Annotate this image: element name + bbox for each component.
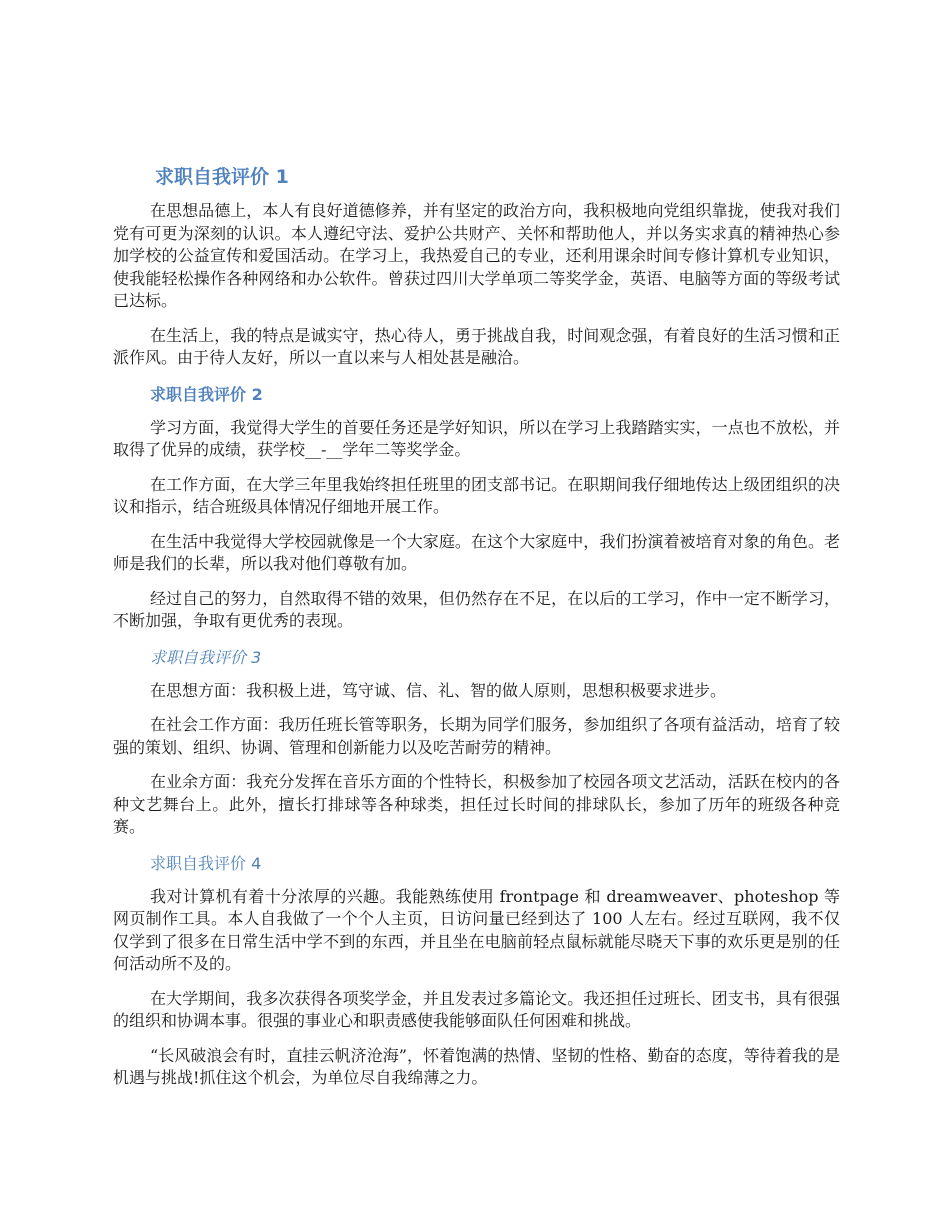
- section-2-heading: 求职自我评价 2: [150, 384, 263, 404]
- section-1-paragraph-2: 在生活上，我的特点是诚实守，热心待人，勇于挑战自我，时间观念强，有着良好的生活习惯和正派作风。由于待人友好，所以一直以来与人相处甚是融洽。: [113, 325, 840, 367]
- section-3-paragraph-2: 在社会工作方面：我历任班长管等职务，长期为同学们服务，参加组织了各项有益活动，培育了较强的策划、组织、协调、管理和创新能力以及吃苦耐劳的精神。: [113, 715, 840, 757]
- section-4-heading: 求职自我评价 4: [150, 853, 262, 873]
- section-1-heading: 求职自我评价 1: [155, 166, 289, 188]
- section-1-paragraph-1: 在思想品德上，本人有良好道德修养，并有坚定的政治方向，我积极地向党组织靠拢，使我对我们党有可更为深刻的认识。本人遵纪守法、爱护公共财产、关怀和帮助他人，并以务实求真的精神热心参加学校的公益宣传和爱国活动。在学习上，我热爱自己的专业，还利用课余时间专修计算机专业知识，使我能轻松操作各种网络和办公软件。曾获过四川大学单项二等奖学金，英语、电脑等方面的等级考试已达标。: [113, 201, 840, 310]
- section-2-paragraph-2: 在工作方面，在大学三年里我始终担任班里的团支部书记。在职期间我仔细地传达上级团组织的决议和指示，结合班级具体情况仔细地开展工作。: [113, 474, 840, 516]
- document-page: [113, 158, 840, 1102]
- section-4-paragraph-1: 我对计算机有着十分浓厚的兴趣。我能熟练使用 frontpage 和 dreamweaver、photeshop 等网页制作工具。本人自我做了一个个人主页，日访问量已经到达了 100 人左右。经过互联网，我不仅仅学到了很多在日常生活中学不到的东西，并且坐在电脑前轻点鼠标就能尽晓天下事的欢乐更是别的任何活动所不及的。: [113, 886, 840, 973]
- section-2-paragraph-4: 经过自己的努力，自然取得不错的效果，但仍然存在不足，在以后的工学习，作中一定不断学习，不断加强，争取有更优秀的表现。: [113, 588, 840, 630]
- section-4-paragraph-2: 在大学期间，我多次获得各项奖学金，并且发表过多篇论文。我还担任过班长、团支书，具有很强的组织和协调本事。很强的事业心和职责感使我能够面队任何困难和挑战。: [113, 988, 840, 1030]
- section-3-paragraph-3: 在业余方面：我充分发挥在音乐方面的个性特长，积极参加了校园各项文艺活动，活跃在校内的各种文艺舞台上。此外，擅长打排球等各种球类，担任过长时间的排球队长，参加了历年的班级各种竞赛。: [113, 772, 840, 836]
- section-3-heading: 求职自我评价 3: [150, 647, 262, 667]
- section-3-paragraph-1: 在思想方面：我积极上进，笃守诚、信、礼、智的做人原则，思想积极要求进步。: [150, 680, 727, 700]
- section-2-paragraph-1: 学习方面，我觉得大学生的首要任务还是学好知识，所以在学习上我踏踏实实，一点也不放松，并取得了优异的成绩，获学校__-__学年二等奖学金。: [113, 417, 840, 459]
- section-4-paragraph-3: “长风破浪会有时，直挂云帆济沧海”，怀着饱满的热情、坚韧的性格、勤奋的态度，等待着我的是机遇与挑战!抓住这个机会，为单位尽自我绵薄之力。: [113, 1045, 840, 1087]
- section-2-paragraph-3: 在生活中我觉得大学校园就像是一个大家庭。在这个大家庭中，我们扮演着被培育对象的角色。老师是我们的长辈，所以我对他们尊敬有加。: [113, 531, 840, 573]
